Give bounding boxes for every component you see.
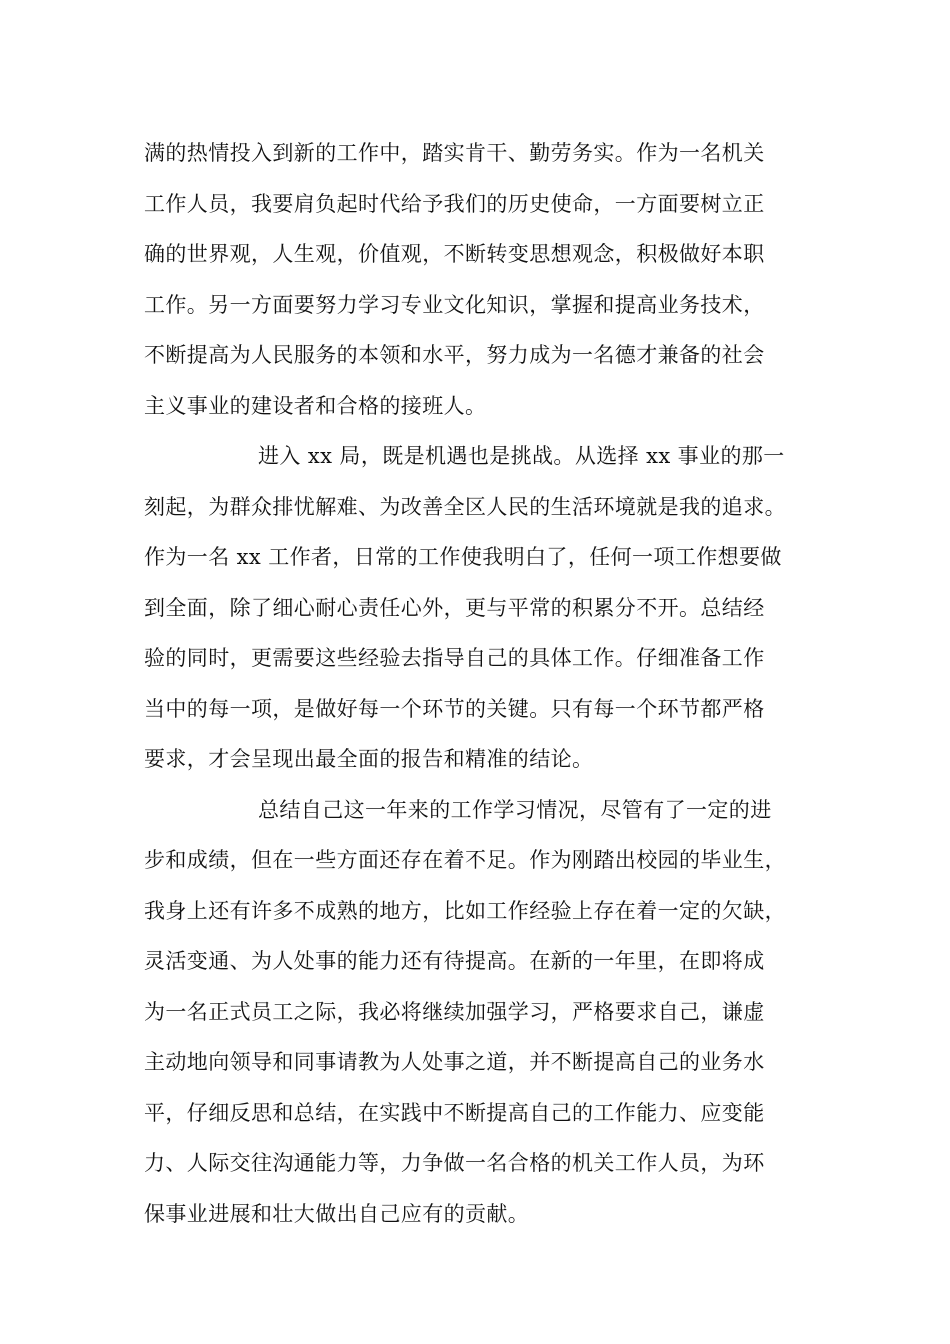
paragraph-line: 我身上还有许多不成熟的地方，比如工作经验上存在着一定的欠缺， [144,898,786,923]
paragraph-line: 确的世界观，人生观，价值观，不断转变思想观念，积极做好本职 [144,242,765,266]
paragraph-line: 主义事业的建设者和合格的接班人。 [144,393,487,418]
paragraph-line: 为一名正式员工之际，我必将继续加强学习，严格要求自己，谦虚 [144,999,765,1024]
paragraph-line: 工作人员，我要肩负起时代给予我们的历史使命，一方面要树立正 [144,191,765,216]
paragraph-line: 要求，才会呈现出最全面的报告和精准的结论。 [144,747,594,771]
paragraph-line: 主动地向领导和同事请教为人处事之道，并不断提高自己的业务水 [144,1050,765,1074]
paragraph-2 [144,431,824,785]
paragraph-line: 进入 xx 局，既是机遇也是挑战。从选择 xx 事业的那一 [258,444,785,468]
document-body [144,128,824,1239]
paragraph-line: 工作。另一方面要努力学习专业文化知识，掌握和提高业务技术， [144,292,765,317]
paragraph-line: 验的同时，更需要这些经验去指导自己的具体工作。仔细准备工作 [144,646,765,670]
paragraph-line: 到全面，除了细心耐心责任心外，更与平常的积累分不开。总结经 [144,595,765,620]
paragraph-line: 力、人际交往沟通能力等，力争做一名合格的机关工作人员，为环 [144,1151,765,1175]
paragraph-line: 总结自己这一年来的工作学习情况，尽管有了一定的进 [258,797,772,822]
paragraph-line: 灵活变通、为人处事的能力还有待提高。在新的一年里，在即将成 [144,949,765,973]
paragraph-line: 平，仔细反思和总结，在实践中不断提高自己的工作能力、应变能 [144,1100,765,1125]
paragraph-1 [144,128,824,431]
paragraph-line: 作为一名 xx 工作者，日常的工作使我明白了，任何一项工作想要做 [144,545,782,569]
paragraph-3 [144,785,824,1240]
paragraph-line: 步和成绩，但在一些方面还存在着不足。作为刚踏出校园的毕业生， [144,848,786,872]
paragraph-line: 当中的每一项，是做好每一个环节的关键。只有每一个环节都严格 [144,696,765,721]
paragraph-line: 不断提高为人民服务的本领和水平，努力成为一名德才兼备的社会 [144,343,765,367]
paragraph-line: 满的热情投入到新的工作中，踏实肯干、勤劳务实。作为一名机关 [144,141,765,165]
paragraph-line: 刻起，为群众排忧解难、为改善全区人民的生活环境就是我的追求。 [144,494,786,519]
paragraph-line: 保事业进展和壮大做出自己应有的贡献。 [144,1201,530,1226]
